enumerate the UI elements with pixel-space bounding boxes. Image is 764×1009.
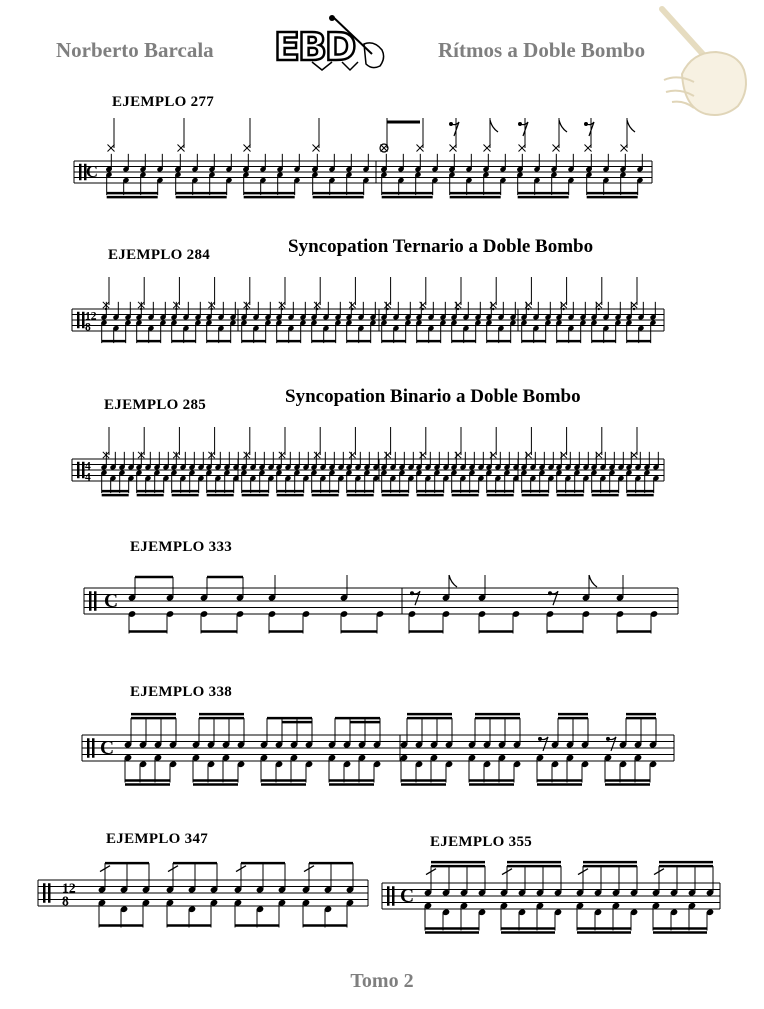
subtitle-ternario: Syncopation Ternario a Doble Bombo (288, 236, 594, 257)
time-signature-top: 12 (85, 310, 97, 323)
time-signature-top: 4 (85, 460, 91, 473)
example-label-355: EJEMPLO 355 (430, 834, 533, 850)
accent-dot (527, 308, 529, 310)
time-signature-bottom: 4 (85, 471, 91, 484)
note-flag (589, 575, 597, 587)
percussion-clef (77, 462, 80, 479)
volume-footer: Tomo 2 (350, 970, 414, 992)
author-name: Norberto Barcala (56, 38, 214, 62)
percussion-clef (48, 883, 51, 903)
eighth-rest (550, 591, 558, 605)
percussion-clef (92, 738, 95, 758)
accent-dot (633, 308, 635, 310)
percussion-clef (87, 738, 90, 758)
time-signature: C (104, 590, 119, 612)
time-signature-bottom: 8 (62, 893, 69, 909)
percussion-clef (89, 591, 92, 611)
example-label-284: EJEMPLO 284 (108, 247, 211, 263)
note-flag (627, 120, 635, 132)
accent-dot (422, 308, 424, 310)
accent-dot (598, 308, 600, 310)
example-label-277: EJEMPLO 277 (112, 94, 215, 110)
accent-dot (492, 308, 494, 310)
accent-dot (562, 308, 564, 310)
subtitle-binario: Syncopation Binario a Doble Bombo (285, 386, 581, 407)
example-label-333: EJEMPLO 333 (130, 539, 233, 555)
eighth-rest (451, 122, 459, 136)
note-flag (490, 120, 498, 132)
eighth-rest (586, 122, 594, 136)
eighth-rest (520, 122, 528, 136)
accent-dot (457, 308, 459, 310)
eighth-rest (608, 737, 616, 751)
book-title: Rítmos a Doble Bombo (438, 38, 646, 62)
percussion-clef (77, 312, 80, 329)
time-signature-top: 12 (62, 880, 76, 896)
eighth-rest (540, 737, 548, 751)
example-label-338: EJEMPLO 338 (130, 684, 233, 700)
percussion-clef (387, 886, 390, 906)
percussion-clef (392, 886, 395, 906)
svg-text:EBD: EBD (274, 25, 355, 69)
time-signature: C (100, 737, 115, 759)
note-flag (449, 575, 457, 587)
example-label-347: EJEMPLO 347 (106, 831, 209, 847)
example-label-285: EJEMPLO 285 (104, 397, 207, 413)
note-flag (559, 120, 567, 132)
percussion-clef (79, 164, 82, 181)
eighth-rest (412, 591, 420, 605)
percussion-clef (94, 591, 97, 611)
time-signature: C (400, 885, 415, 907)
percussion-clef (43, 883, 46, 903)
time-signature-bottom: 8 (85, 321, 91, 334)
time-signature: C (86, 161, 98, 181)
